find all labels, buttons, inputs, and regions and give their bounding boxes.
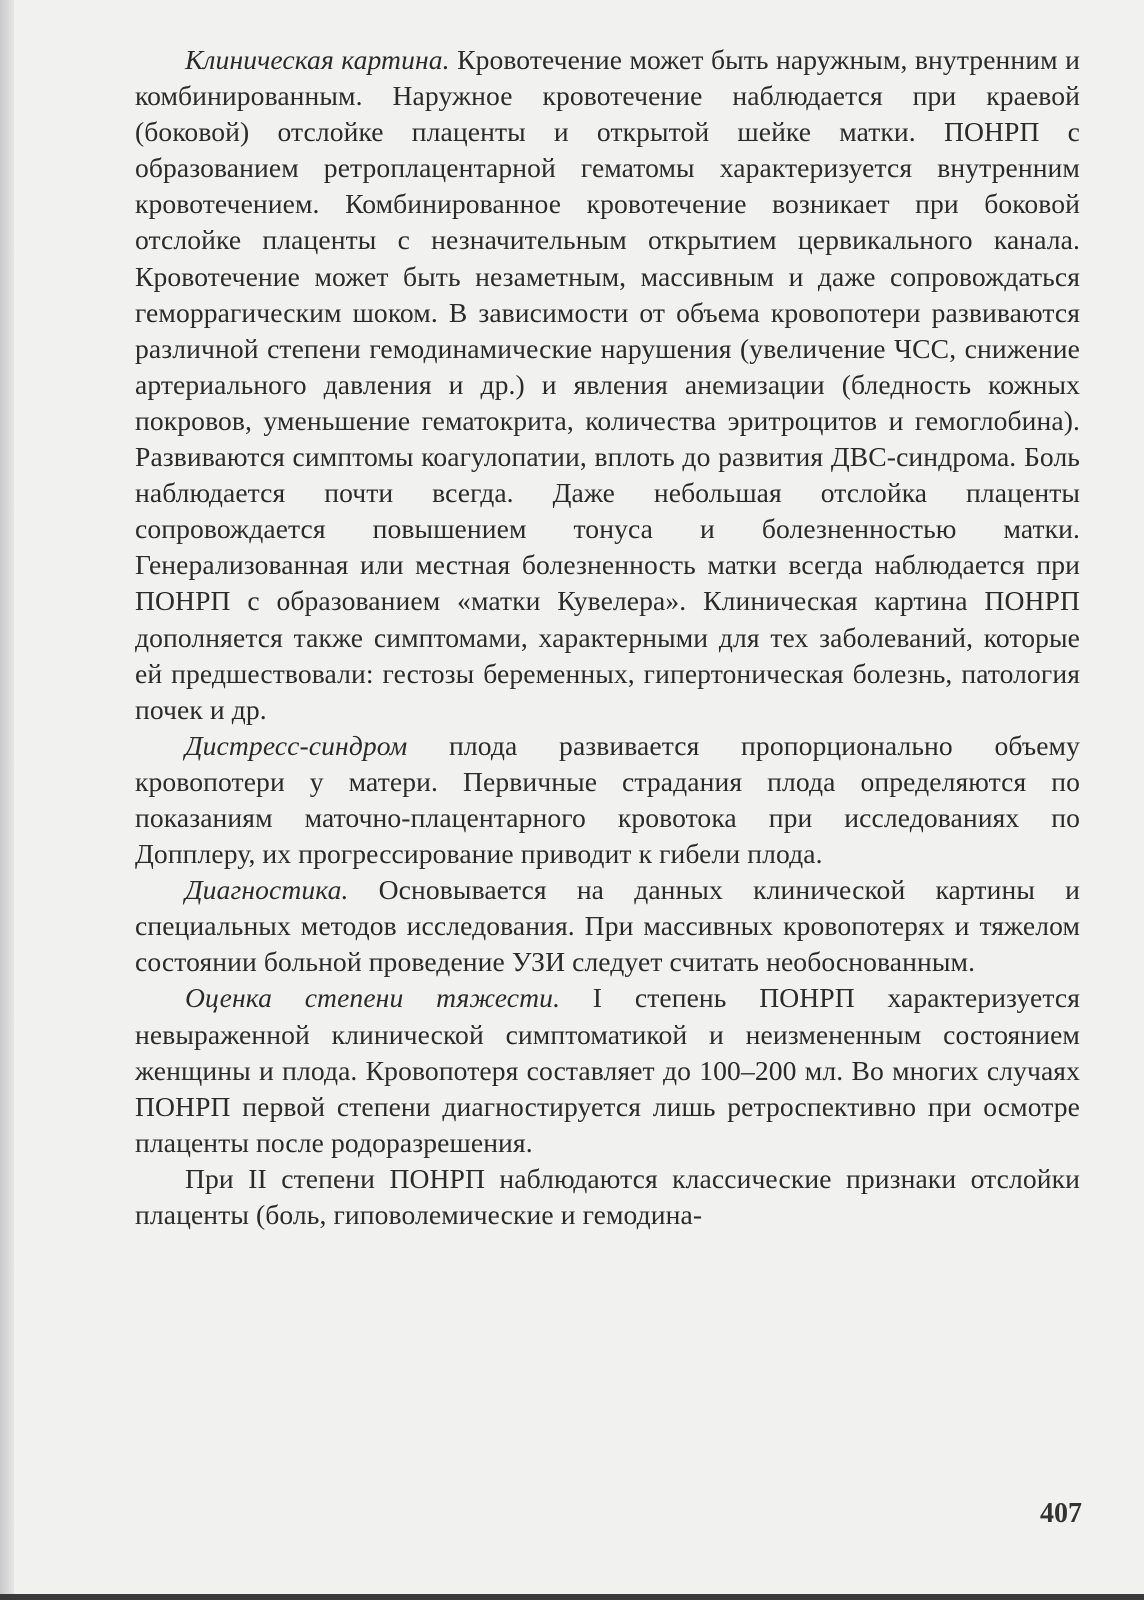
paragraph-lead: Диагностика. bbox=[185, 874, 349, 906]
paragraph-grade-two bbox=[135, 1161, 1080, 1233]
paragraph-lead: Клиническая картина. bbox=[185, 44, 450, 75]
paragraph-text: I степень ПОНРП характеризуется невыраженной клинической симптоматикой и неизмененным состоянием женщины и плода. Кровопотеря составляет до 100–200 мл. Во многих случаях ПОНРП первой степени диагностируется лишь ретроспективно при осмотре плаценты после родоразрешения. bbox=[135, 982, 1080, 1158]
page-binding-shadow bbox=[0, 0, 14, 1600]
paragraph-text: Основывается на данных клинической картины и специальных методов исследования. При массивных кровопотерях и тяжелом состоянии больной проведение УЗИ следует считать необоснованным. bbox=[135, 874, 1080, 978]
paragraph-lead: Дистресс-синдром bbox=[185, 729, 408, 761]
page-number: 407 bbox=[1040, 1498, 1082, 1529]
paragraph-text: Кровотечение может быть наружным, внутренним и комбинированным. Наружное кровотечение наблюдается при краевой (боковой) отслойке плаценты и открытой шейке матки. ПОНРП с образованием ретроплацентарной гематомы характеризуется внутренним кровотечением. Комбинированное кровотечение возникает при боковой отслойке плаценты с незначительным открытием цервикального канала. Кровотечение может быть незаметным, массивным и даже сопровождаться геморрагическим шоком. В зависимости от объема кровопотери развиваются различной степени гемодинамические нарушения (увеличение ЧСС, снижение артериального давления и др.) и явления анемизации (бледность кожных покровов, уменьшение гематокрита, количества эритроцитов и гемоглобина). Развиваются симптомы коагулопатии, вплоть до развития ДВС-синдрома. Боль наблюдается почти всегда. Даже небольшая отслойка плаценты сопровождается повышением тонуса и болезненностью матки. Генерализованная или местная болезненность матки всегда наблюдается при ПОНРП с образованием «матки Кувелера». Клиническая картина ПОНРП дополняется также симптомами, характерными для тех заболеваний, которые ей предшествовали: гестозы беременных, гипертоническая болезнь, патология почек и др. bbox=[135, 44, 1080, 725]
paragraph-text: При II степени ПОНРП наблюдаются классические признаки отслойки плаценты (боль, гиповолемические и гемодина- bbox=[135, 1162, 1080, 1230]
page-bottom-edge bbox=[0, 1594, 1144, 1600]
paragraph-text: плода развивается пропорционально объему кровопотери у матери. Первичные страдания плода определяются по показаниям маточно-плацентарного кровотока при исследованиях по Допплеру, их прогрессирование приводит к гибели плода. bbox=[135, 729, 1080, 870]
paragraph-severity-assessment bbox=[135, 980, 1080, 1160]
paragraph-distress-syndrome bbox=[135, 728, 1080, 872]
paragraph-lead: Оценка степени тяжести. bbox=[185, 982, 561, 1014]
body-text bbox=[135, 42, 1080, 1233]
paragraph-diagnostics bbox=[135, 872, 1080, 980]
paragraph-clinical-picture bbox=[135, 42, 1080, 728]
